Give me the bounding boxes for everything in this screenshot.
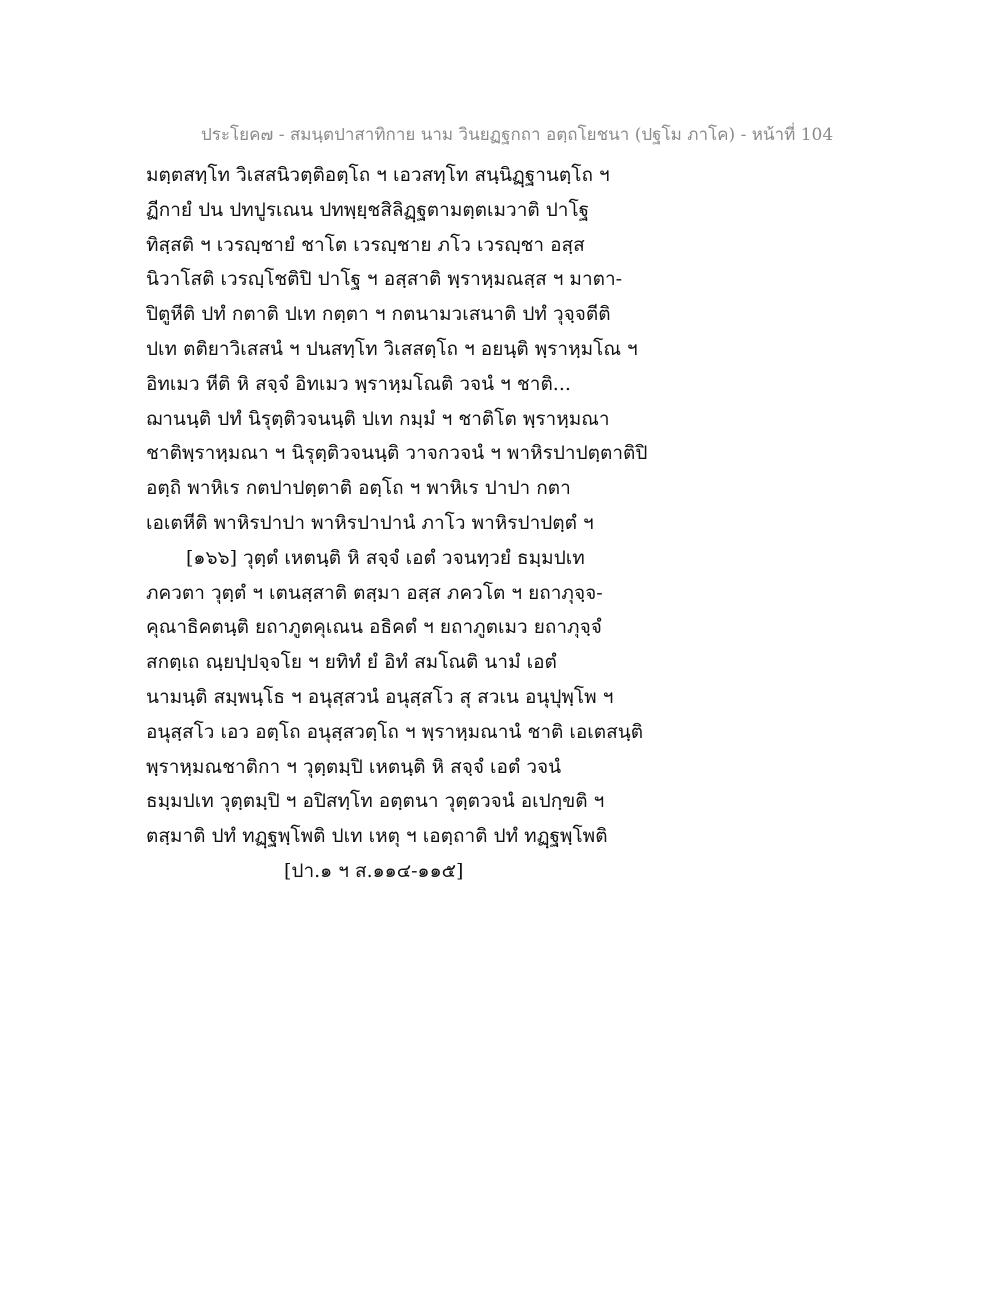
body-line: ฌานนฺติ ปทํ นิรุตฺติวจนนฺติ ปเท กมฺมํ ฯ ชาติโต พฺราหฺมณา: [146, 407, 610, 430]
body-line: พฺราหฺมณชาติกา ฯ วุตฺตมฺปิ เหตนฺติ หิ สจฺจํ เอตํ วจนํ: [146, 755, 562, 778]
running-header: ประโยค๗ - สมนฺตปาสาทิกาย นาม วินยฏฐกถา อตฺถโยชนา (ปฐโม ภาโค) - หน้าที่ 104: [201, 125, 834, 145]
body-line: นามนฺติ สมฺพนฺโธ ฯ อนุสฺสวนํ อนุสฺสโว สุ สวเน อนุปุพฺโพ ฯ: [146, 685, 614, 708]
body-line: ตสฺมาติ ปทํ ทฏฺฐพฺโพติ ปเท เหตุ ฯ เอตฺถาติ ปทํ ทฏฺฐพฺโพติ: [146, 825, 608, 848]
body-line: ฏีกายํ ปน ปทปูรเณน ปทพฺยฺชสิลิฏฺฐตามตฺตเมวาติ ปาโฐ: [146, 198, 590, 221]
body-line: ปิตูหีติ ปทํ กตาติ ปเท กตฺตา ฯ กตนามวเสนาติ ปทํ วุจฺจตีติ: [146, 303, 611, 326]
body-line: อนุสฺสโว เอว อตฺโถ อนุสฺสวตฺโถ ฯ พฺราหฺมณานํ ชาติ เอเตสนฺติ: [146, 720, 644, 743]
body-line: ปเท ตติยาวิเสสนํ ฯ ปนสทฺโท วิเสสตฺโถ ฯ อยนฺติ พฺราหฺมโณ ฯ: [146, 337, 638, 360]
body-line: มตฺตสทฺโท วิเสสนิวตฺติอตฺโถ ฯ เอวสทฺโท สนฺนิฏฺฐานตฺโถ ฯ: [146, 164, 610, 186]
body-line: ภควตา วุตฺตํ ฯ เตนสฺสาติ ตสฺมา อสฺส ภควโต ฯ ยถาภุจฺจ-: [146, 581, 603, 604]
page-reference: [ปา.๑ ฯ ส.๑๑๔-๑๑๕]: [284, 859, 464, 882]
paragraph-start-line: [๑๖๖] วุตฺตํ เหตนฺติ หิ สจฺจํ เอตํ วจนทฺวยํ ธมฺมปเท: [186, 546, 585, 569]
body-line: อตฺถิ พาหิเร กตปาปตฺตาติ อตฺโถ ฯ พาหิเร ปาปา กตา: [146, 477, 571, 500]
body-line: ทิสฺสติ ฯ เวรญฺชายํ ชาโต เวรญฺชาย ภโว เวรญฺชา อสฺส: [146, 233, 585, 256]
body-line: สกตฺเถ ณฺยปฺปจฺจโย ฯ ยทิทํ ยํ อิทํ สมโณติ นามํ เอตํ: [146, 651, 557, 674]
body-line: ชาติพฺราหฺมณา ฯ นิรุตฺติวจนนฺติ วาจกวจนํ ฯ พาหิรปาปตฺตาติปิ: [146, 442, 648, 465]
body-line: อิทเมว หีติ หิ สจฺจํ อิทเมว พฺราหฺมโณติ วจนํ ฯ ชาติ...: [146, 372, 571, 395]
page-body: [146, 158, 866, 889]
body-line: ธมฺมปเท วุตฺตมฺปิ ฯ อปิสทฺโท อตฺตนา วุตฺตวจนํ อเปกฺขติ ฯ: [146, 790, 605, 813]
body-line: เอเตหีติ พาหิรปาปา พาหิรปาปานํ ภาโว พาหิรปาปตฺตํ ฯ: [146, 511, 594, 534]
body-line: นิวาโสติ เวรญฺโชติปิ ปาโฐ ฯ อสฺสาติ พฺราหฺมณสฺส ฯ มาตา-: [146, 268, 623, 291]
body-line: คุณาธิคตนฺติ ยถาภูตคุเณน อธิคตํ ฯ ยถาภูตเมว ยถาภุจฺจํ: [146, 616, 602, 639]
